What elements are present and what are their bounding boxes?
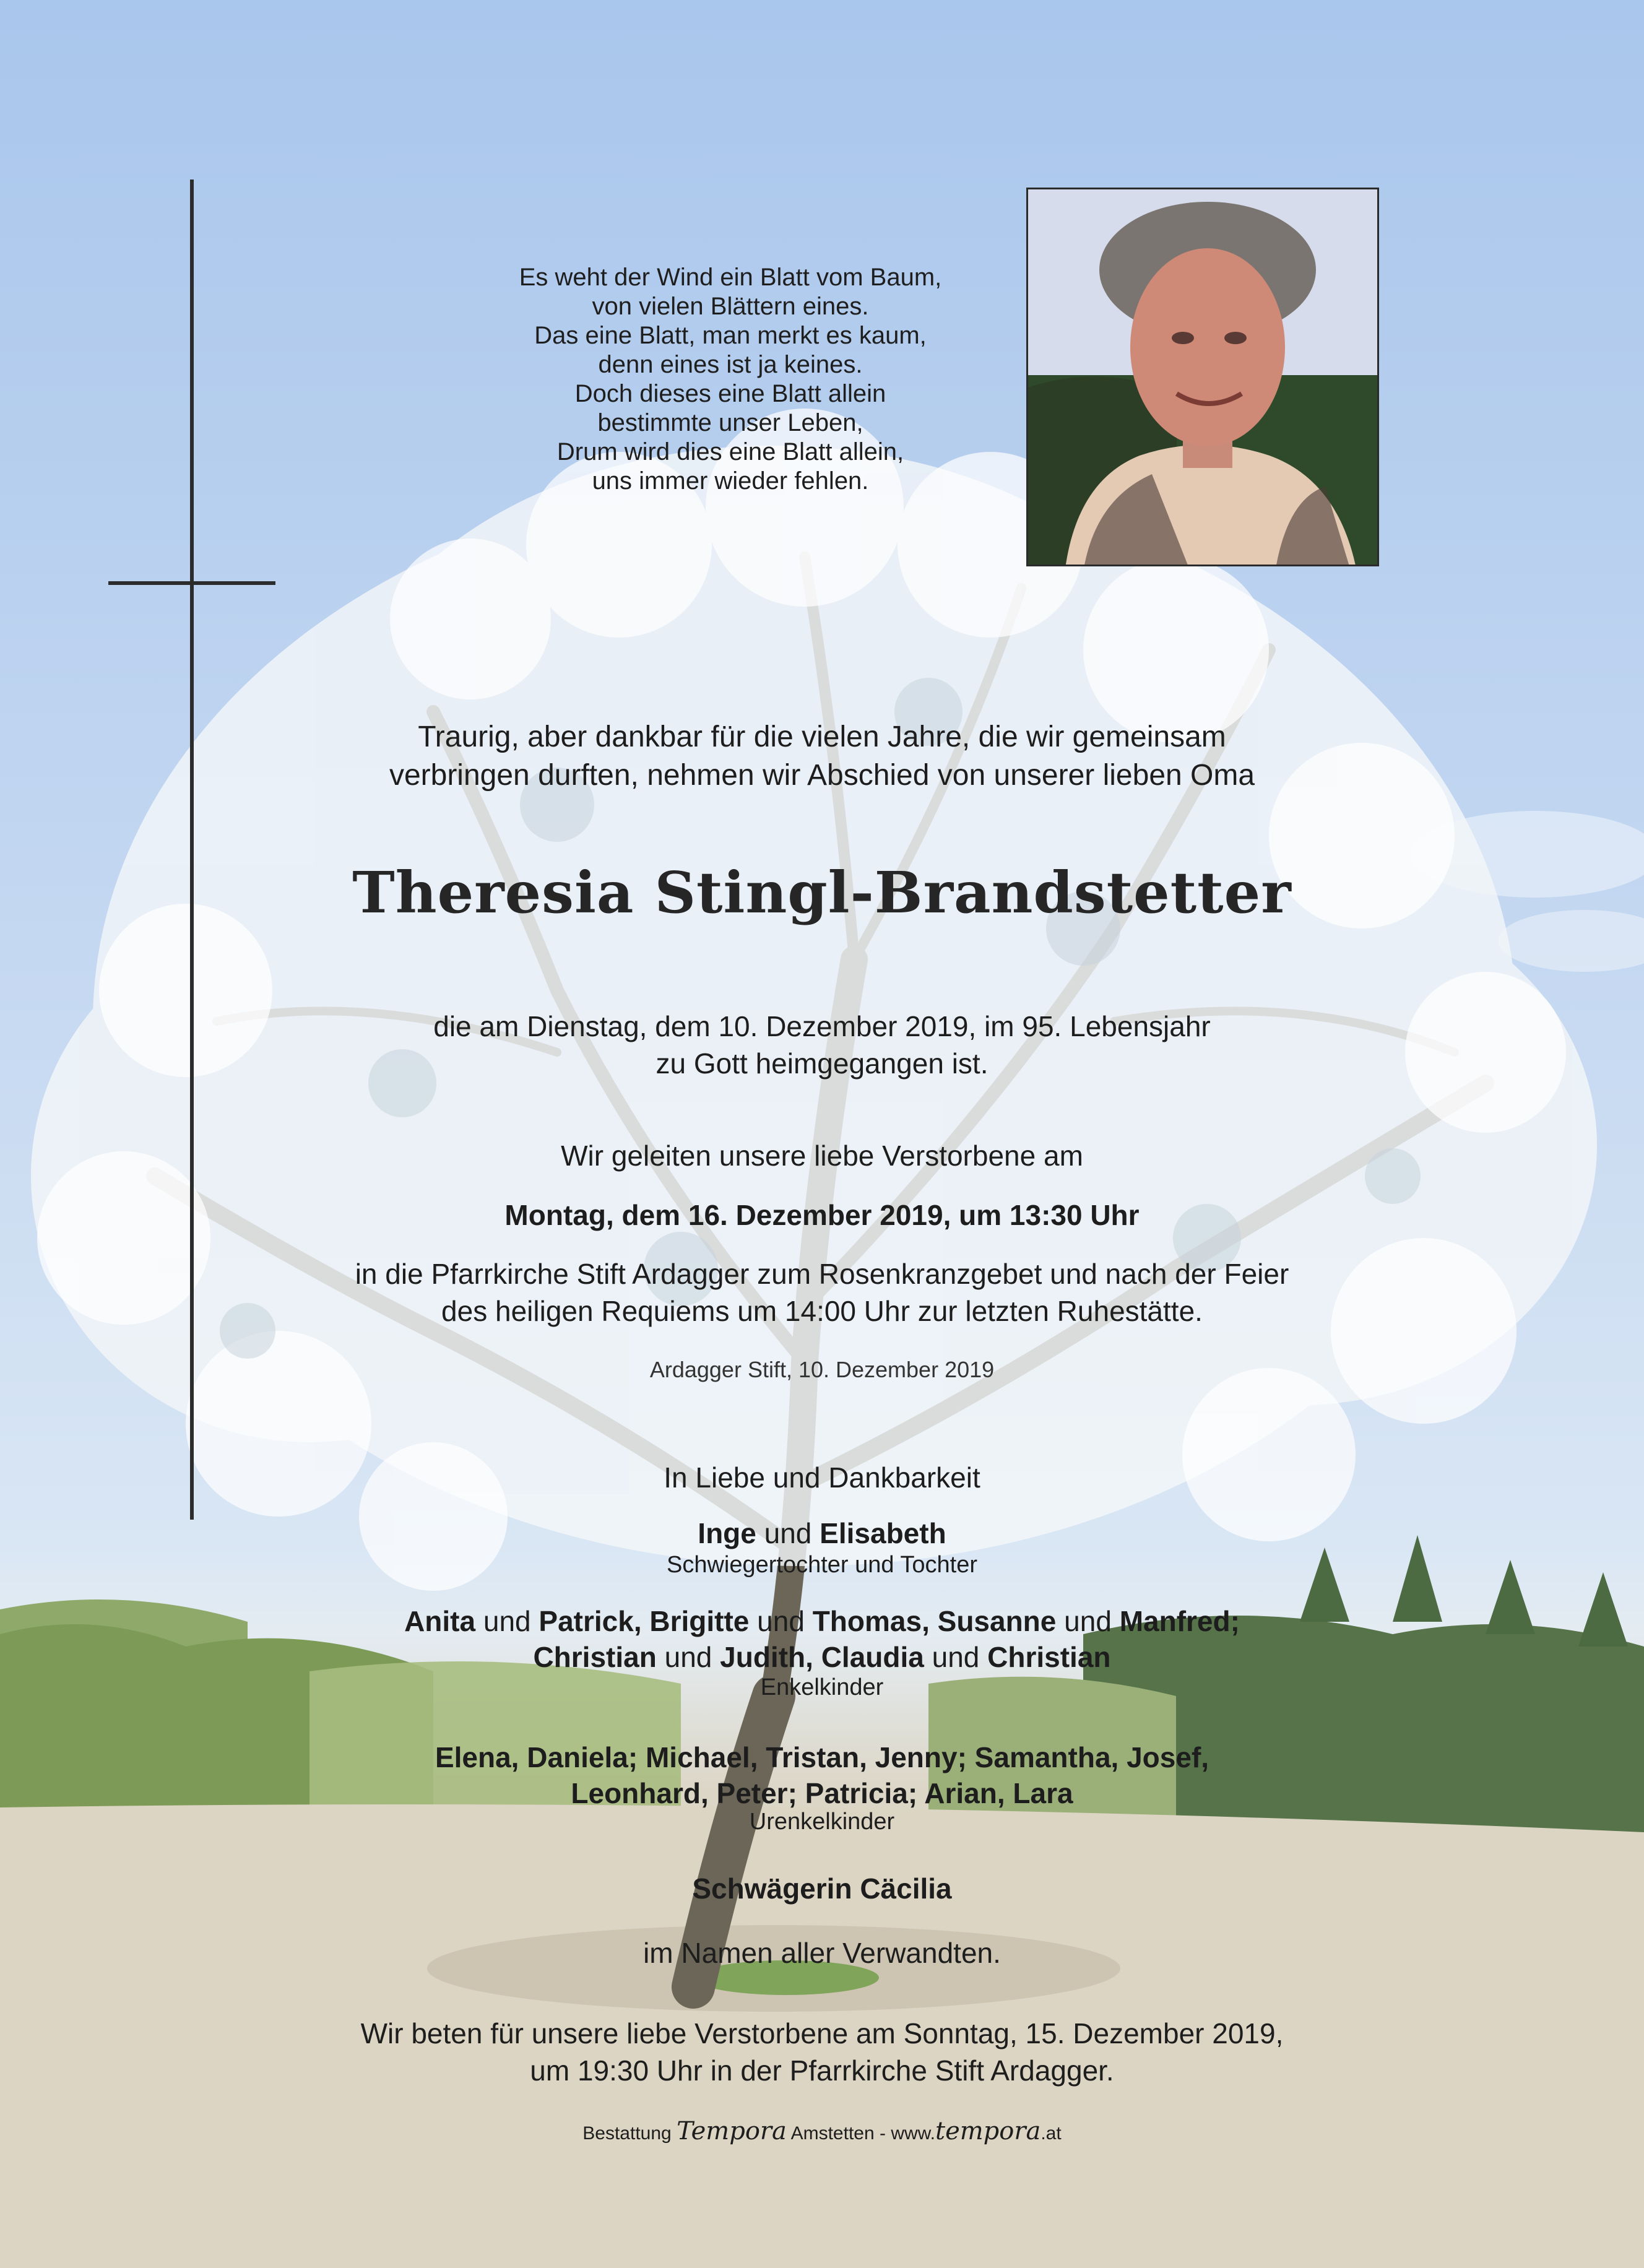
deceased-name: Theresia Stingl-Brandstetter [352, 859, 1292, 926]
grandchildren-line [0, 1639, 1644, 1675]
connector-word: und [764, 1517, 812, 1549]
death-notice-line: zu Gott heimgegangen ist. [655, 1047, 989, 1080]
death-notice [0, 1008, 1644, 1082]
poem-line: Es weht der Wind ein Blatt vom Baum, [519, 264, 942, 291]
prayer-line: Wir beten für unsere liebe Verstorbene am Sonntag, 15. Dezember 2019, [360, 2017, 1284, 2049]
mourner-sister-in-law: Schwägerin Cäcilia [692, 1872, 952, 1905]
church-line: in die Pfarrkirche Stift Ardagger zum Rosenkranzgebet und nach der Feier [355, 1258, 1289, 1290]
church-line: des heiligen Requiems um 14:00 Uhr zur letzten Ruhestätte. [441, 1295, 1203, 1327]
prayer-notice [0, 2015, 1644, 2089]
grandchildren-line [0, 1603, 1644, 1639]
intro-line: verbringen durften, nehmen wir Abschied von unserer lieben Oma [389, 759, 1255, 792]
place-date: Ardagger Stift, 10. Dezember 2019 [649, 1357, 995, 1382]
mourner-name: Judith, [720, 1641, 813, 1673]
mourners-great-grandchildren [0, 1739, 1644, 1811]
poem-line: uns immer wieder fehlen. [592, 467, 869, 495]
mourner-name: Claudia [821, 1641, 924, 1673]
poem-line: Doch dieses eine Blatt allein [574, 380, 886, 407]
prayer-line: um 19:30 Uhr in der Pfarrkirche Stift Ardagger. [530, 2054, 1114, 2087]
mourners-role: Schwiegertochter und Tochter [666, 1552, 978, 1578]
poem-block [359, 263, 1102, 496]
great-grandchildren-line: Leonhard, Peter; Patricia; Arian, Lara [571, 1777, 1073, 1809]
mourners-role: Urenkelkinder [749, 1809, 895, 1835]
mourner-name: Susanne [937, 1605, 1057, 1637]
footer-brand-url: tempora [935, 2117, 1041, 2145]
mourner-name-text: Manfred [1119, 1605, 1231, 1637]
footer-prefix: Bestattung [582, 2123, 672, 2144]
love-text: In Liebe und Dankbarkeit [664, 1461, 980, 1494]
mourner-name-text: Patrick [539, 1605, 634, 1637]
intro-text [0, 718, 1644, 795]
funeral-home-footer [0, 2117, 1644, 2145]
great-grandchildren-line: Elena, Daniela; Michael, Tristan, Jenny; Samantha, Josef, [435, 1741, 1209, 1773]
mourner-name: Elisabeth [820, 1517, 946, 1549]
footer-middle: Amstetten - www. [790, 2123, 935, 2144]
death-notice-line: die am Dienstag, dem 10. Dezember 2019, im 95. Lebensjahr [433, 1010, 1211, 1042]
funeral-date: Montag, dem 16. Dezember 2019, um 13:30 Uhr [504, 1199, 1140, 1231]
church-text [0, 1255, 1644, 1330]
cross-horizontal-bar [108, 581, 275, 585]
poem-line: Drum wird dies eine Blatt allein, [556, 438, 904, 465]
connector-word: und [483, 1605, 531, 1637]
connector-word: und [757, 1605, 805, 1637]
mourner-name: Brigitte [649, 1605, 750, 1637]
mourner-name: Christian [987, 1641, 1111, 1673]
connector-word: und [932, 1641, 980, 1673]
mourner-name-text: Judith [720, 1641, 806, 1673]
mourner-name: Christian [533, 1641, 657, 1673]
poem-line: von vielen Blättern eines. [592, 293, 869, 320]
footer-suffix: .at [1040, 2123, 1062, 2144]
connector-word: und [1064, 1605, 1112, 1637]
accompany-text: Wir geleiten unsere liebe Verstorbene am [561, 1140, 1083, 1172]
mourner-name: Manfred; [1119, 1605, 1240, 1637]
mourners-grandchildren [0, 1603, 1644, 1675]
relatives-text: im Namen aller Verwandten. [643, 1937, 1001, 1969]
mourner-name: Anita [404, 1605, 476, 1637]
mourner-name: Thomas, [812, 1605, 930, 1637]
mourner-name: Inge [698, 1517, 756, 1549]
mourners-role: Enkelkinder [760, 1674, 884, 1700]
mourner-name: Patrick, [539, 1605, 642, 1637]
poem-line: Das eine Blatt, man merkt es kaum, [534, 322, 927, 349]
poem-line: denn eines ist ja keines. [598, 351, 863, 378]
connector-word: und [664, 1641, 712, 1673]
poem-line: bestimmte unser Leben, [597, 409, 863, 436]
footer-brand: Tempora [677, 2117, 787, 2145]
mourner-name-text: Thomas [812, 1605, 922, 1637]
intro-line: Traurig, aber dankbar für die vielen Jahre, die wir gemeinsam [418, 721, 1226, 753]
mourners-family [0, 1517, 1644, 1550]
